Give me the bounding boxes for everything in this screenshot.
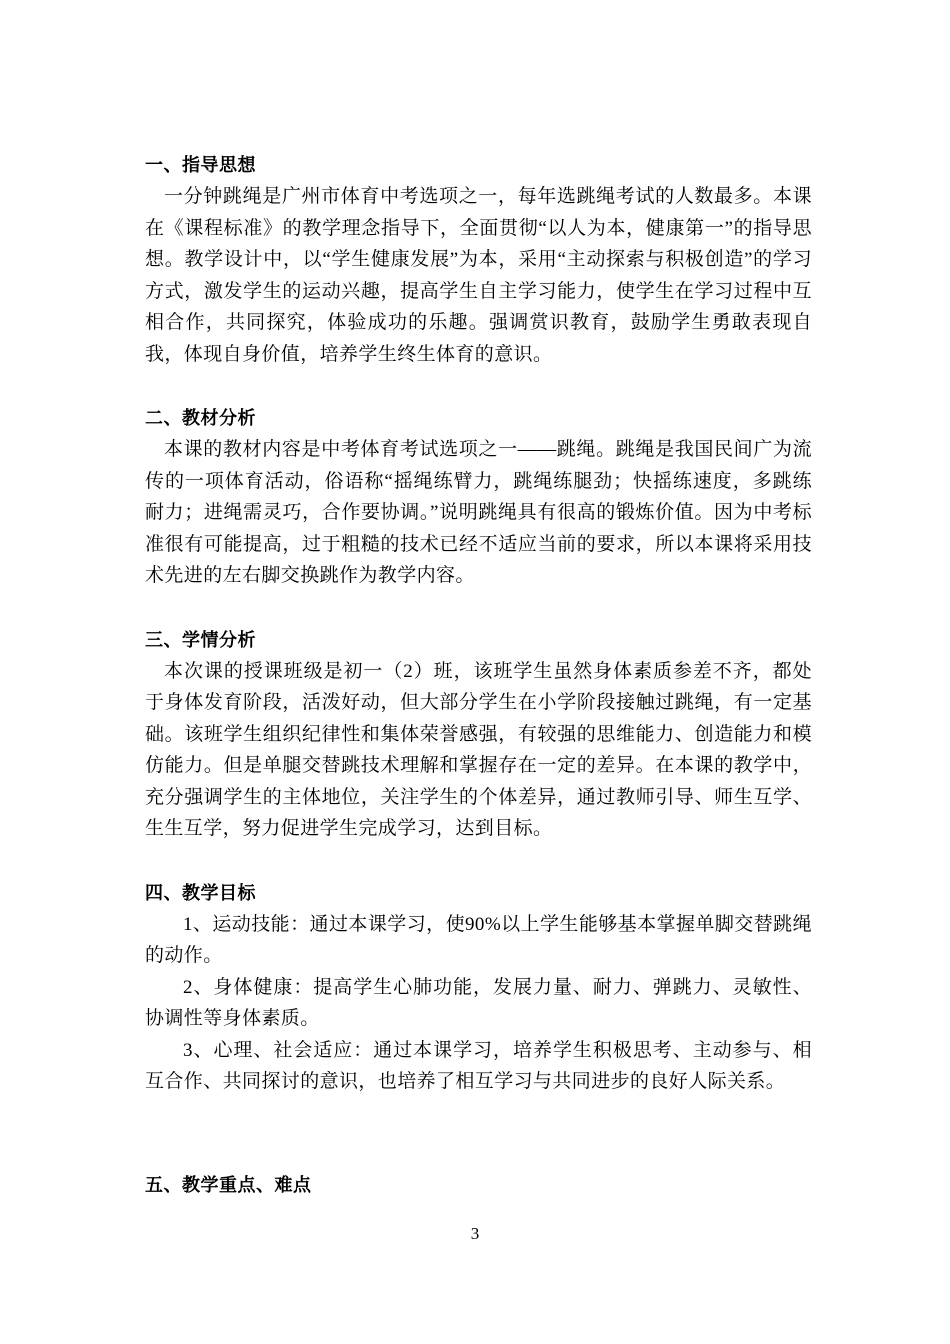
page-number: 3 bbox=[470, 1224, 480, 1243]
paragraph-goal-psychosocial: 3、心理、社会适应：通过本课学习，培养学生积极思考、主动参与、相互合作、共同探讨的意识，也培养了相互学习与共同进步的良好人际关系。 bbox=[145, 1039, 812, 1092]
section-teaching-goals bbox=[145, 878, 812, 1098]
document-content bbox=[145, 150, 812, 1234]
section-learner-analysis bbox=[145, 625, 812, 845]
section-key-difficult-points bbox=[145, 1170, 812, 1201]
section-heading-material-analysis: 二、教材分析 bbox=[145, 408, 256, 428]
paragraph-learner-analysis: 本次课的授课班级是初一（2）班，该班学生虽然身体素质参差不齐，都处于身体发育阶段，活泼好动，但大部分学生在小学阶段接触过跳绳，有一定基础。该班学生组织纪律性和集体荣誉感强，有较强的思维能力、创造能力和模仿能力。但是单腿交替跳技术理解和掌握存在一定的差异。在本课的教学中，充分强调学生的主体地位，关注学生的个体差异，通过教师引导、师生互学、生生互学，努力促进学生完成学习，达到目标。 bbox=[145, 660, 812, 839]
paragraph-material-analysis: 本课的教材内容是中考体育考试选项之一——跳绳。跳绳是我国民间广为流传的一项体育活动，俗语称“摇绳练臂力，跳绳练腿劲；快摇练速度，多跳练耐力；进绳需灵巧，合作要协调。”说明跳绳具有很高的锻炼价值。因为中考标准很有可能提高，过于粗糙的技术已经不适应当前的要求，所以本课将采用技术先进的左右脚交换跳作为教学内容。 bbox=[145, 439, 812, 586]
section-heading-teaching-goals: 四、教学目标 bbox=[145, 882, 256, 903]
paragraph-goal-physical-health: 2、身体健康：提高学生心肺功能，发展力量、耐力、弹跳力、灵敏性、协调性等身体素质。 bbox=[145, 976, 812, 1029]
paragraph-guiding-ideology: 一分钟跳绳是广州市体育中考选项之一，每年选跳绳考试的人数最多。本课在《课程标准》的教学理念指导下，全面贯彻“以人为本，健康第一”的指导思想。教学设计中，以“学生健康发展”为本，采用“主动探索与积极创造”的学习方式，激发学生的运动兴趣，提高学生自主学习能力，使学生在学习过程中互相合作，共同探究，体验成功的乐趣。强调赏识教育，鼓励学生勇敢表现自我，体现自身价值，培养学生终生体育的意识。 bbox=[145, 186, 812, 365]
section-material-analysis bbox=[145, 403, 812, 592]
section-heading-learner-analysis: 三、学情分析 bbox=[145, 629, 256, 650]
section-heading-key-difficult-points: 五、教学重点、难点 bbox=[145, 1174, 312, 1195]
section-heading-guiding-ideology: 一、指导思想 bbox=[145, 155, 256, 175]
section-guiding-ideology bbox=[145, 150, 812, 370]
paragraph-goal-motor-skill: 1、运动技能：通过本课学习，使90%以上学生能够基本掌握单脚交替跳绳的动作。 bbox=[145, 913, 812, 966]
